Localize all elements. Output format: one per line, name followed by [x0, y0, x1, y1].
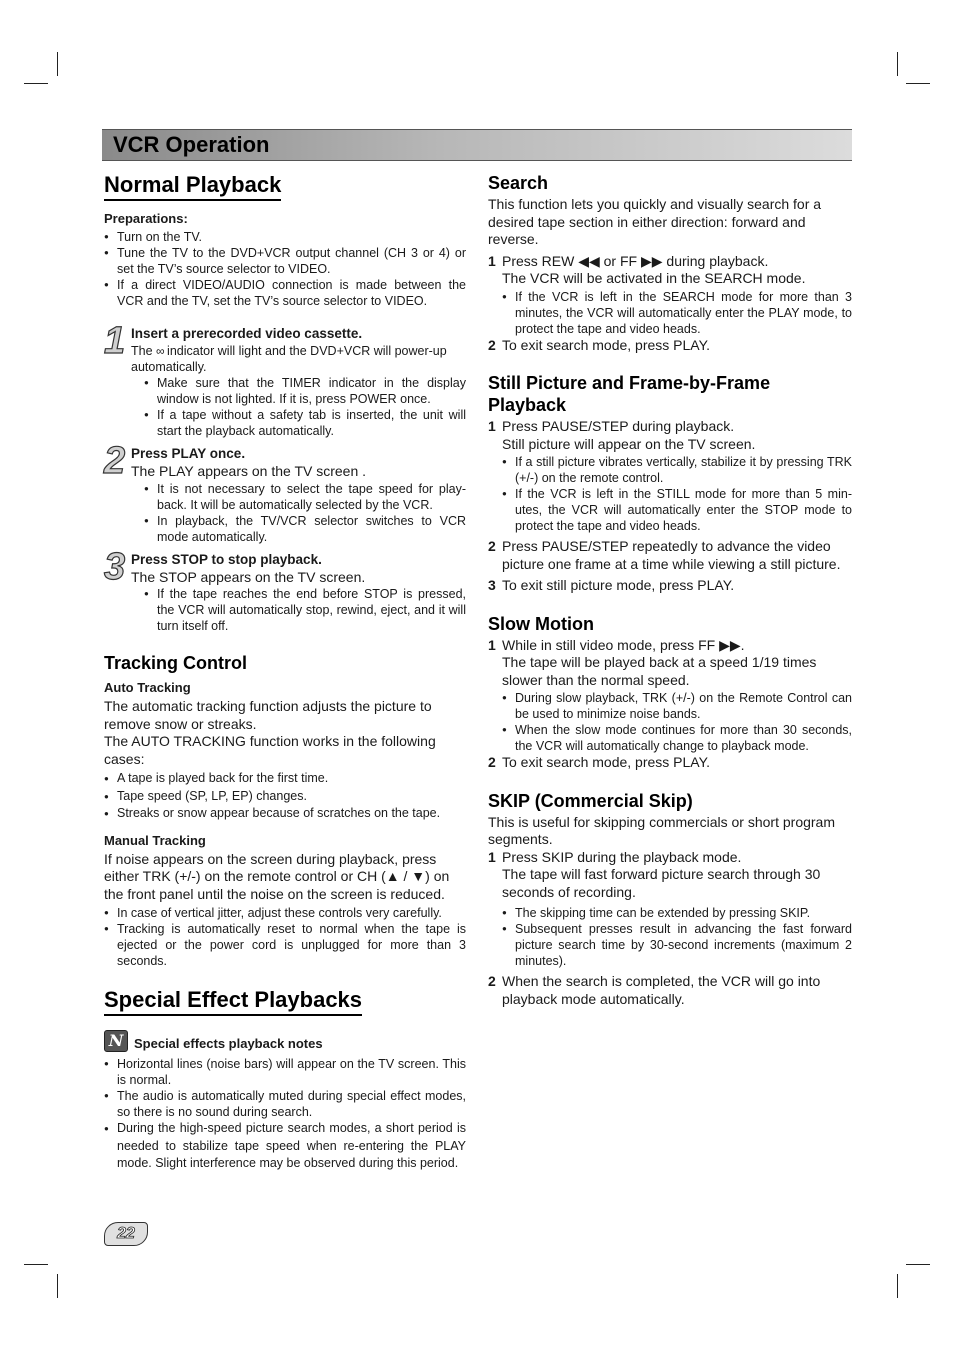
- list-item: ● Turn on the TV.: [104, 229, 466, 245]
- list-item: ● In playback, the TV/VCR selector switches to VCR mode automatically.: [144, 513, 466, 545]
- section-banner: [102, 129, 852, 161]
- list-item: ● In case of vertical jitter, adjust these controls very carefully.: [104, 905, 466, 921]
- manual-tracking-text: If noise appears on the screen during playback, press either TRK (+/-) on the remote control or CH (▲ / ▼) on the front panel until the noise on the screen is reduced.: [104, 850, 450, 902]
- list-item: ● If the VCR is left in the STILL mode for more than 5 min-utes, the VCR will automatically enter the STOP mode to protect the tape and video heads.: [502, 486, 852, 534]
- list-item: ● If the VCR is left in the SEARCH mode for more than 3 minutes, the VCR will automatically enter the PLAY mode, to protect the tape and video heads.: [502, 289, 852, 337]
- step-number: 2: [104, 440, 126, 482]
- auto-tracking-label: Auto Tracking: [104, 680, 191, 695]
- still-picture-title: Still Picture and Frame-by-Frame Playback: [488, 373, 771, 415]
- search-step-1: 1 Press REW ◀◀ or FF ▶▶ during playback. The VCR will be activated in the SEARCH mode. ● If the VCR is left in the SEARCH mode for more than 3 minutes, the VCR will automatically enter the PLAY mode, to protect the tape and video heads.: [488, 253, 852, 337]
- skip-step-2: 2 When the search is completed, the VCR will go into playback mode automatically.: [488, 973, 821, 1007]
- step-text: The STOP appears on the TV screen.: [131, 568, 366, 585]
- list-item: ● Tracking is automatically reset to normal when the tape is ejected or the power cord is unplugged for more than 3 seconds.: [104, 921, 466, 969]
- list-item: ● If the tape reaches the end before STOP is pressed, the VCR will automatically stop, rewind, eject, and it will turn itself off.: [144, 586, 466, 634]
- list-item: ● It is not necessary to select the tape speed for play-back. It will be automatically selected by the VCR.: [144, 481, 466, 513]
- preparations-list: [104, 229, 466, 309]
- cassette-icon: ∞: [156, 344, 164, 358]
- list-item: ● The audio is automatically muted during special effect modes, so there is no sound during search.: [104, 1088, 466, 1120]
- preparations-label: Preparations:: [104, 211, 188, 226]
- list-item: ● Horizontal lines (noise bars) will appear on the TV screen. This is normal.: [104, 1056, 466, 1088]
- right-column: [488, 168, 852, 1008]
- list-item: ● Make sure that the TIMER indicator in the display window is not lighted. If it is, press POWER once.: [144, 375, 466, 407]
- step-number: 1: [104, 320, 126, 362]
- list-item: ● During the high-speed picture search modes, a short period is needed to stabilize tape speed when re-entering the PLAY mode. Slight interference may be observed during this period.: [104, 1120, 466, 1173]
- crop-mark: [897, 1274, 898, 1298]
- auto-tracking-list: [104, 770, 466, 823]
- notes-list: [104, 1056, 466, 1173]
- manual-tracking-label: Manual Tracking: [104, 832, 206, 848]
- list-item: ● If a tape without a safety tab is inserted, the unit will start the playback automatically.: [144, 407, 466, 439]
- step-number: 3: [104, 545, 126, 588]
- manual-tracking-list: [104, 905, 466, 969]
- still-step-1: 1 Press PAUSE/STEP during playback. Still picture will appear on the TV screen. ● If a still picture vibrates vertically, stabilize it by pressing TRK (+/-) on the remote control. ● If the VCR is left in the STILL mode for more than 5 min-utes, the VCR will automatically enter the STOP mode to protect the tape and video heads.: [488, 418, 852, 534]
- crop-mark: [24, 1264, 48, 1265]
- list-item: ● Subsequent presses result in advancing the fast forward picture search time by 30-second increments (maximum 2 minutes).: [502, 921, 852, 969]
- list-item: ● The skipping time can be extended by pressing SKIP.: [502, 905, 852, 921]
- list-item: ● If a direct VIDEO/AUDIO connection is made between the VCR and the TV, set the TV’s source selector to VIDEO.: [104, 277, 466, 309]
- list-item: ● When the slow mode continues for more than 30 seconds, the VCR will automatically change to playback mode.: [502, 722, 852, 754]
- list-item: ● Streaks or snow appear because of scratches on the tape.: [104, 805, 466, 823]
- skip-intro: This is useful for skipping commercials or short program segments.: [488, 813, 836, 847]
- list-item: ● Tune the TV to the DVD+VCR output channel (CH 3 or 4) or set the TV’s source selector to VIDEO.: [104, 245, 466, 277]
- tracking-control-title: Tracking Control: [104, 653, 248, 673]
- search-intro: This function lets you quickly and visually search for a desired tape section in either direction: forward and reverse.: [488, 196, 822, 247]
- banner-title: VCR Operation: [113, 132, 270, 157]
- list-item: ● Tape speed (SP, LP, EP) changes.: [104, 788, 466, 806]
- note-icon: N: [104, 1030, 128, 1052]
- slow-step-2: 2 To exit search mode, press PLAY.: [488, 754, 711, 770]
- crop-mark: [57, 1274, 58, 1298]
- notes-heading: N Special effects playback notes: [104, 1030, 466, 1052]
- auto-tracking-text: The automatic tracking function adjusts the picture to remove snow or streaks.: [104, 698, 432, 732]
- list-item: ● If a still picture vibrates vertically, stabilize it by pressing TRK (+/-) on the remote control.: [502, 454, 852, 486]
- crop-mark: [906, 83, 930, 84]
- crop-mark: [897, 52, 898, 76]
- list-item: ● A tape is played back for the first time.: [104, 770, 466, 788]
- step-1: [104, 320, 466, 439]
- step-bullets: [131, 586, 466, 634]
- normal-playback-title: Normal Playback: [104, 172, 281, 201]
- slow-step-1: 1 While in still video mode, press FF ▶▶. The tape will be played back at a speed 1/19 times slower than the normal speed. ● During slow playback, TRK (+/-) on the Remote Control can be used to minimize noise bands. ● When the slow mode continues for more than 30 seconds, the VCR will automatically change to playback mode.: [488, 637, 852, 755]
- step-bullets: [131, 375, 466, 439]
- page-number: 22: [104, 1222, 148, 1246]
- still-step-3: 3 To exit still picture mode, press PLAY.: [488, 577, 735, 593]
- step-2: [104, 440, 466, 545]
- auto-tracking-text: The AUTO TRACKING function works in the following cases:: [104, 733, 436, 767]
- left-column: [104, 168, 466, 1173]
- search-title: Search: [488, 173, 549, 193]
- crop-mark: [57, 52, 58, 76]
- step-heading: Press STOP to stop playback.: [131, 551, 322, 567]
- step-heading: Insert a prerecorded video cassette.: [131, 326, 363, 341]
- step-3: [104, 545, 466, 635]
- step-text: The ∞ indicator will light and the DVD+VCR will power-up automatically.: [131, 344, 447, 374]
- skip-step-1: 1 Press SKIP during the playback mode. The tape will fast forward picture search through 30 seconds of recording. ● The skipping time can be extended by pressing SKIP. ● Subsequent presses result in advancing the fast forward picture search time by 30-second increments (maximum 2 minutes).: [488, 849, 852, 970]
- slow-motion-title: Slow Motion: [488, 613, 594, 634]
- crop-mark: [24, 83, 48, 84]
- step-heading: Press PLAY once.: [131, 446, 246, 461]
- special-effect-title: Special Effect Playbacks: [104, 987, 362, 1016]
- step-text: The PLAY appears on the TV screen .: [131, 463, 367, 479]
- step-bullets: [131, 481, 466, 545]
- skip-title: SKIP (Commercial Skip): [488, 790, 693, 811]
- search-step-2: 2 To exit search mode, press PLAY.: [488, 336, 711, 353]
- list-item: ● During slow playback, TRK (+/-) on the Remote Control can be used to minimize noise bands.: [502, 690, 852, 722]
- still-step-2: 2 Press PAUSE/STEP repeatedly to advance the video picture one frame at a time while viewing a still picture.: [488, 538, 841, 572]
- crop-mark: [906, 1264, 930, 1265]
